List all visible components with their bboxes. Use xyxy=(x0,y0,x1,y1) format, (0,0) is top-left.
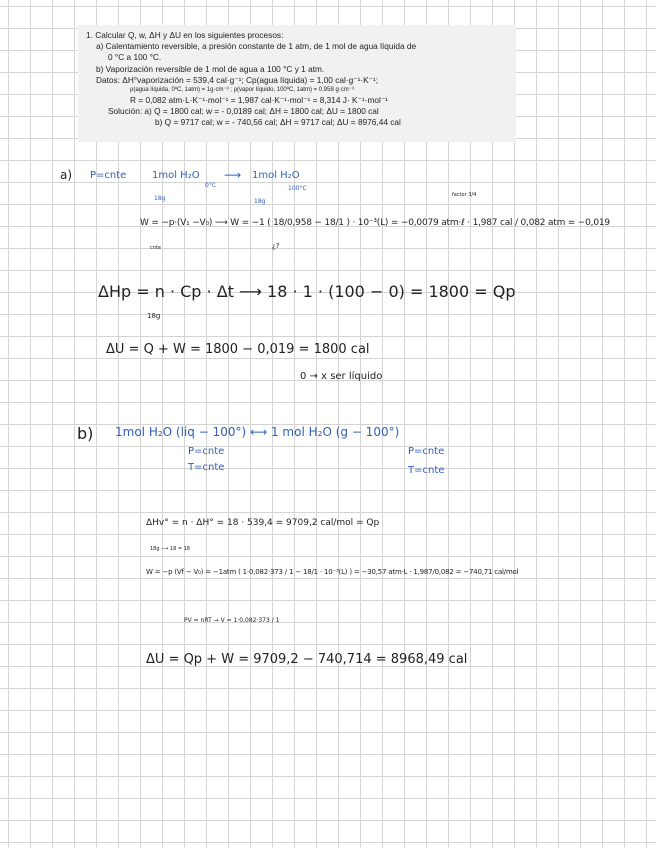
part-a-final-state: 1mol H₂O xyxy=(252,170,300,181)
part-a-mass-2: 18g xyxy=(254,198,266,205)
problem-part-a-cont: 0 °C a 100 °C. xyxy=(108,52,162,63)
problem-title: 1. Calcular Q, w, ΔH y ΔU en los siguientes procesos: xyxy=(86,30,284,40)
problem-part-b: b) Vaporización reversible de 1 mol de agua a 100 °C y 1 atm. xyxy=(96,63,325,74)
problem-solution-a: Solución: a) Q = 1800 cal; w = - 0,0189 cal; ΔH = 1800 cal; ΔU = 1800 cal xyxy=(108,106,379,117)
internal-energy-note-a: 0 → x ser líquido xyxy=(300,371,383,382)
ideal-gas-volume-note: PV = nRT → V = 1·0,082·373 / 1 xyxy=(184,617,280,624)
work-cnte-note: cnte xyxy=(150,245,161,251)
problem-part-a: a) Calentamiento reversible, a presión constante de 1 atm, de 1 mol de agua líquida de xyxy=(96,41,417,52)
part-b-label: b) xyxy=(77,424,94,443)
part-a-initial-state: 1mol H₂O xyxy=(152,170,200,181)
part-b-process: 1mol H₂O (liq − 100°) ⟷ 1 mol H₂O (g − 100°) xyxy=(115,425,400,439)
work-question-note: ¿? xyxy=(272,242,280,250)
part-a-initial-temp: 0°C xyxy=(205,182,217,189)
part-a-final-temp: 100°C xyxy=(288,185,307,192)
part-b-pressure-liquid: P=cnte xyxy=(188,446,225,457)
part-a-condition: P=cnte xyxy=(90,170,127,181)
part-b-temperature-liquid: T=cnte xyxy=(188,462,225,473)
enthalpy-mass-note: 18g xyxy=(147,312,161,320)
problem-data: Datos: ΔH°vaporización = 539,4 cal·g⁻¹; Cp(agua líquida) = 1,00 cal·g⁻¹·K⁻¹; xyxy=(96,74,379,85)
part-a-arrow: ⟶ xyxy=(224,168,242,182)
problem-densities: ρ(agua líquida, 0ºC, 1atm) = 1g·cm⁻³ ; ρ(vapor líquido, 100ºC, 1atm) = 0,958 g·cm⁻³ xyxy=(130,87,354,94)
small-annotation: factor 3/4 xyxy=(452,192,477,198)
internal-energy-equation-a: ΔU = Q + W = 1800 − 0,019 = 1800 cal xyxy=(106,342,370,357)
problem-statement xyxy=(78,25,516,142)
problem-gas-constant: R = 0,082 atm·L·K⁻¹·mol⁻¹ = 1,987 cal·K⁻¹·mol⁻¹ = 8,314 J· K⁻¹·mol⁻¹ xyxy=(130,95,388,106)
enthalpy-b-mass-note: 18g ⟶ 18 = 18 xyxy=(150,546,190,552)
internal-energy-equation-b: ΔU = Qp + W = 9709,2 − 740,714 = 8968,49 cal xyxy=(146,652,468,667)
enthalpy-equation-b: ΔHv° = n · ΔH° = 18 · 539,4 = 9709,2 cal/mol = Qp xyxy=(146,518,380,528)
part-b-temperature-gas: T=cnte xyxy=(408,465,445,476)
part-b-pressure-gas: P=cnte xyxy=(408,446,445,457)
problem-solution-b: b) Q = 9717 cal; w = - 740,56 cal; ΔH = 9717 cal; ΔU = 8976,44 cal xyxy=(155,117,401,128)
part-a-label: a) xyxy=(60,168,73,182)
enthalpy-equation-a: ΔHp = n · Cp · Δt ⟶ 18 · 1 · (100 − 0) = 1800 = Qp xyxy=(98,282,516,301)
work-equation-a: W = −p·(V₁ −V₀) ⟶ W = −1 ( 18/0,958 − 18/1 ) · 10⁻³(L) = −0,0079 atm·ℓ · 1,987 cal / 0,082 atm = −0,019 xyxy=(140,218,610,228)
work-equation-b: W = −p (Vf − V₀) = −1atm ( 1·0,082·373 / 1 − 18/1 · 10⁻³(L) ) = −30,57 atm·L · 1,987/0,082 = −740,71 cal/mol xyxy=(146,568,519,576)
part-a-mass-1: 18g xyxy=(154,195,166,202)
